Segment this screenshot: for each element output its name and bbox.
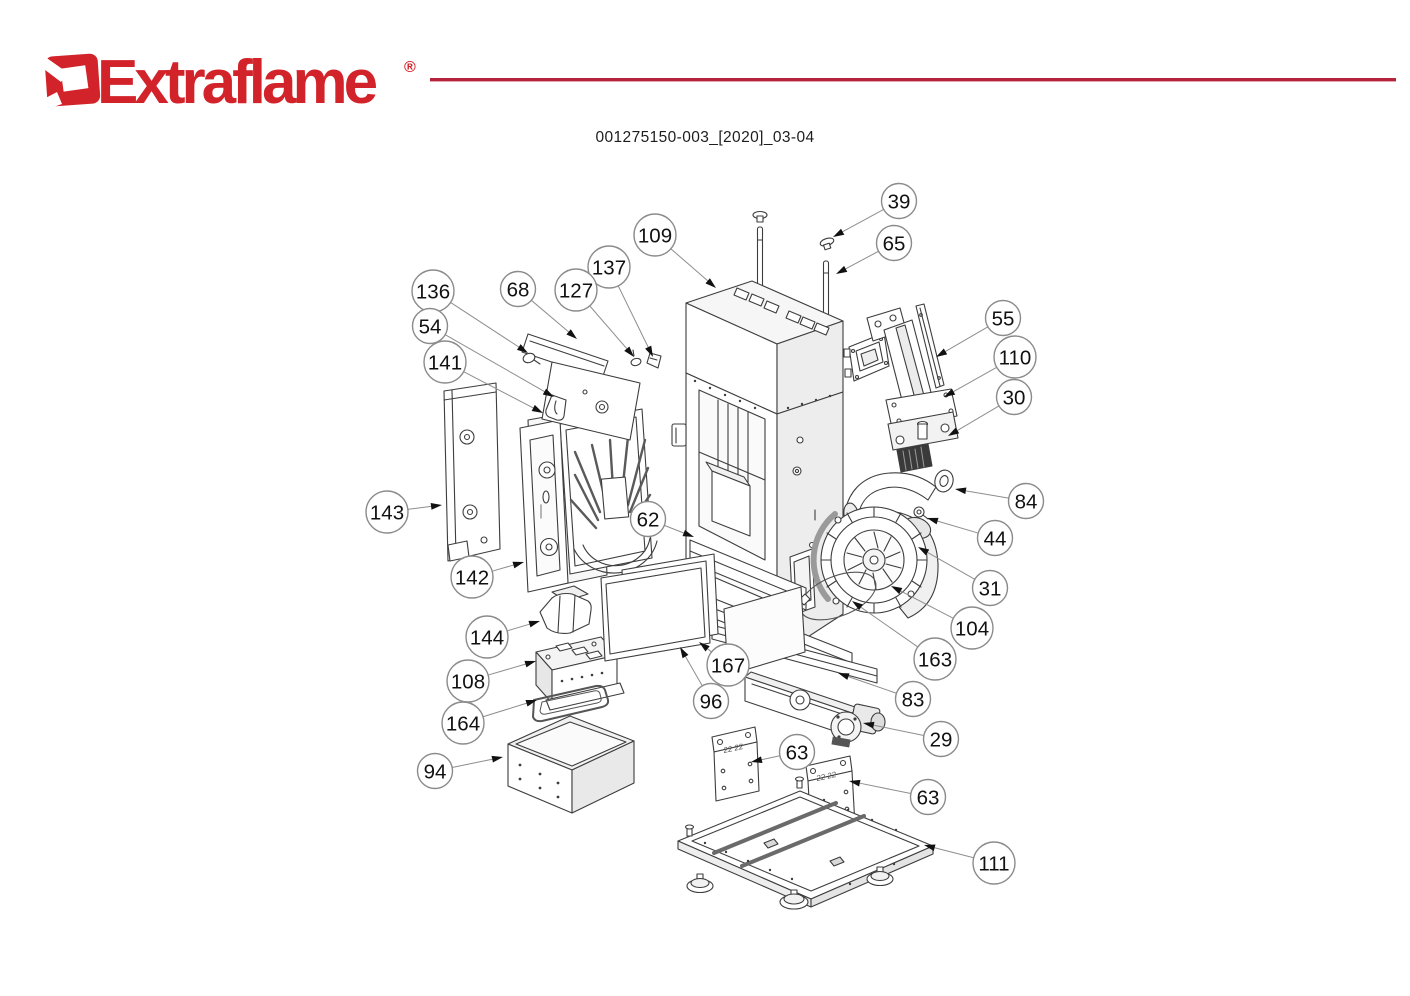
chute-tower — [867, 304, 958, 472]
callout-number: 44 — [983, 527, 1007, 551]
leader-line — [492, 565, 513, 571]
callout-number: 104 — [954, 617, 990, 641]
callout-142 — [451, 556, 524, 598]
leader-arrowhead — [838, 673, 850, 680]
leader-arrowhead — [836, 266, 847, 274]
leader-line — [664, 525, 683, 533]
leader-arrowhead — [528, 621, 540, 628]
inner-panel-group — [520, 407, 657, 592]
brand-name: Extraflame — [97, 48, 375, 117]
leader-line — [483, 703, 526, 717]
callout-number: 54 — [418, 315, 442, 339]
grommet-127 — [630, 357, 641, 366]
leader-arrowhead — [492, 756, 503, 763]
leader-arrowhead — [512, 562, 524, 569]
callout-143 — [366, 491, 442, 533]
hopper-box-94 — [508, 716, 634, 813]
callout-number: 144 — [469, 626, 505, 650]
leader-line — [671, 249, 708, 281]
document-code: 001275150-003_[2020]_03-04 — [595, 129, 815, 146]
air-duct-144 — [540, 586, 591, 633]
bracket-stamp: 22 22 — [722, 741, 745, 755]
callout-number: 94 — [423, 760, 447, 784]
leader-line — [860, 783, 911, 793]
callout-number: 62 — [636, 508, 660, 532]
callout-number: 83 — [901, 688, 925, 712]
auger-assembly-29 — [745, 672, 885, 748]
leader-arrowhead — [927, 518, 939, 525]
bracket-stamp: 22 22 — [815, 769, 838, 783]
callout-number: 108 — [450, 670, 486, 694]
leader-arrowhead — [833, 229, 844, 237]
leader-line — [488, 664, 525, 675]
logo-inner-cutout — [60, 65, 88, 91]
callout-63 — [849, 780, 946, 815]
callout-number: 136 — [415, 280, 451, 304]
callout-number: 63 — [785, 741, 809, 765]
leader-line — [966, 491, 1009, 498]
callout-number: 30 — [1002, 386, 1026, 410]
callout-number: 31 — [978, 577, 1002, 601]
callout-137 — [588, 246, 653, 357]
leader-arrowhead — [680, 647, 688, 658]
leader-line — [708, 649, 712, 652]
callout-number: 127 — [558, 279, 594, 303]
callout-number: 143 — [369, 501, 405, 525]
callout-number: 109 — [637, 224, 673, 248]
exploded-diagram — [444, 212, 958, 910]
callout-number: 137 — [591, 256, 627, 280]
callout-94 — [418, 754, 504, 789]
callout-number: 29 — [929, 728, 953, 752]
leader-line — [846, 251, 879, 269]
flue-window-plate — [844, 333, 889, 381]
registered-trademark: ® — [404, 59, 416, 76]
leader-line — [507, 624, 529, 631]
leader-line — [451, 302, 519, 347]
callout-number: 111 — [978, 852, 1010, 876]
leader-line — [957, 406, 998, 431]
callout-108 — [447, 660, 536, 702]
callout-number: 96 — [699, 690, 723, 714]
leader-arrowhead — [525, 700, 537, 707]
leader-arrowhead — [936, 349, 947, 357]
brand-logo — [28, 48, 1396, 117]
leader-line — [762, 756, 780, 760]
callout-number: 163 — [917, 648, 953, 672]
leader-line — [685, 657, 702, 686]
leader-line — [408, 506, 431, 509]
leader-line — [935, 848, 974, 858]
callout-number: 63 — [916, 786, 940, 810]
callout-65 — [836, 226, 912, 275]
callout-number: 164 — [445, 712, 481, 736]
callout-number: 141 — [427, 351, 463, 375]
callout-44 — [927, 518, 1013, 556]
leader-line — [590, 306, 627, 349]
callout-167 — [699, 642, 749, 686]
callout-number: 167 — [710, 654, 746, 678]
bracket-63-left — [712, 727, 759, 801]
leader-line — [618, 286, 648, 347]
header-rule — [430, 78, 1396, 81]
callout-number: 110 — [998, 346, 1032, 370]
callout-109 — [634, 214, 716, 288]
callout-144 — [466, 616, 540, 658]
side-panel-143 — [444, 383, 500, 561]
leader-line — [946, 327, 988, 352]
callout-63 — [751, 735, 815, 770]
leader-line — [452, 759, 492, 767]
callout-number: 39 — [887, 190, 911, 214]
leader-arrowhead — [532, 405, 543, 413]
callout-84 — [955, 484, 1044, 519]
gasket-ring-84 — [932, 468, 955, 494]
leader-arrowhead — [955, 487, 966, 494]
clip-137 — [647, 353, 661, 368]
leader-arrowhead — [524, 661, 536, 668]
leader-line — [938, 521, 979, 533]
callout-number: 55 — [991, 307, 1015, 331]
callout-number: 68 — [506, 278, 530, 302]
leader-arrowhead — [431, 503, 442, 510]
callout-62 — [631, 502, 695, 538]
callout-number: 65 — [882, 232, 906, 256]
callout-111 — [924, 842, 1015, 884]
callout-number: 84 — [1014, 490, 1038, 514]
callout-number: 142 — [454, 566, 490, 590]
leader-line — [954, 367, 997, 391]
leader-line — [843, 209, 884, 231]
